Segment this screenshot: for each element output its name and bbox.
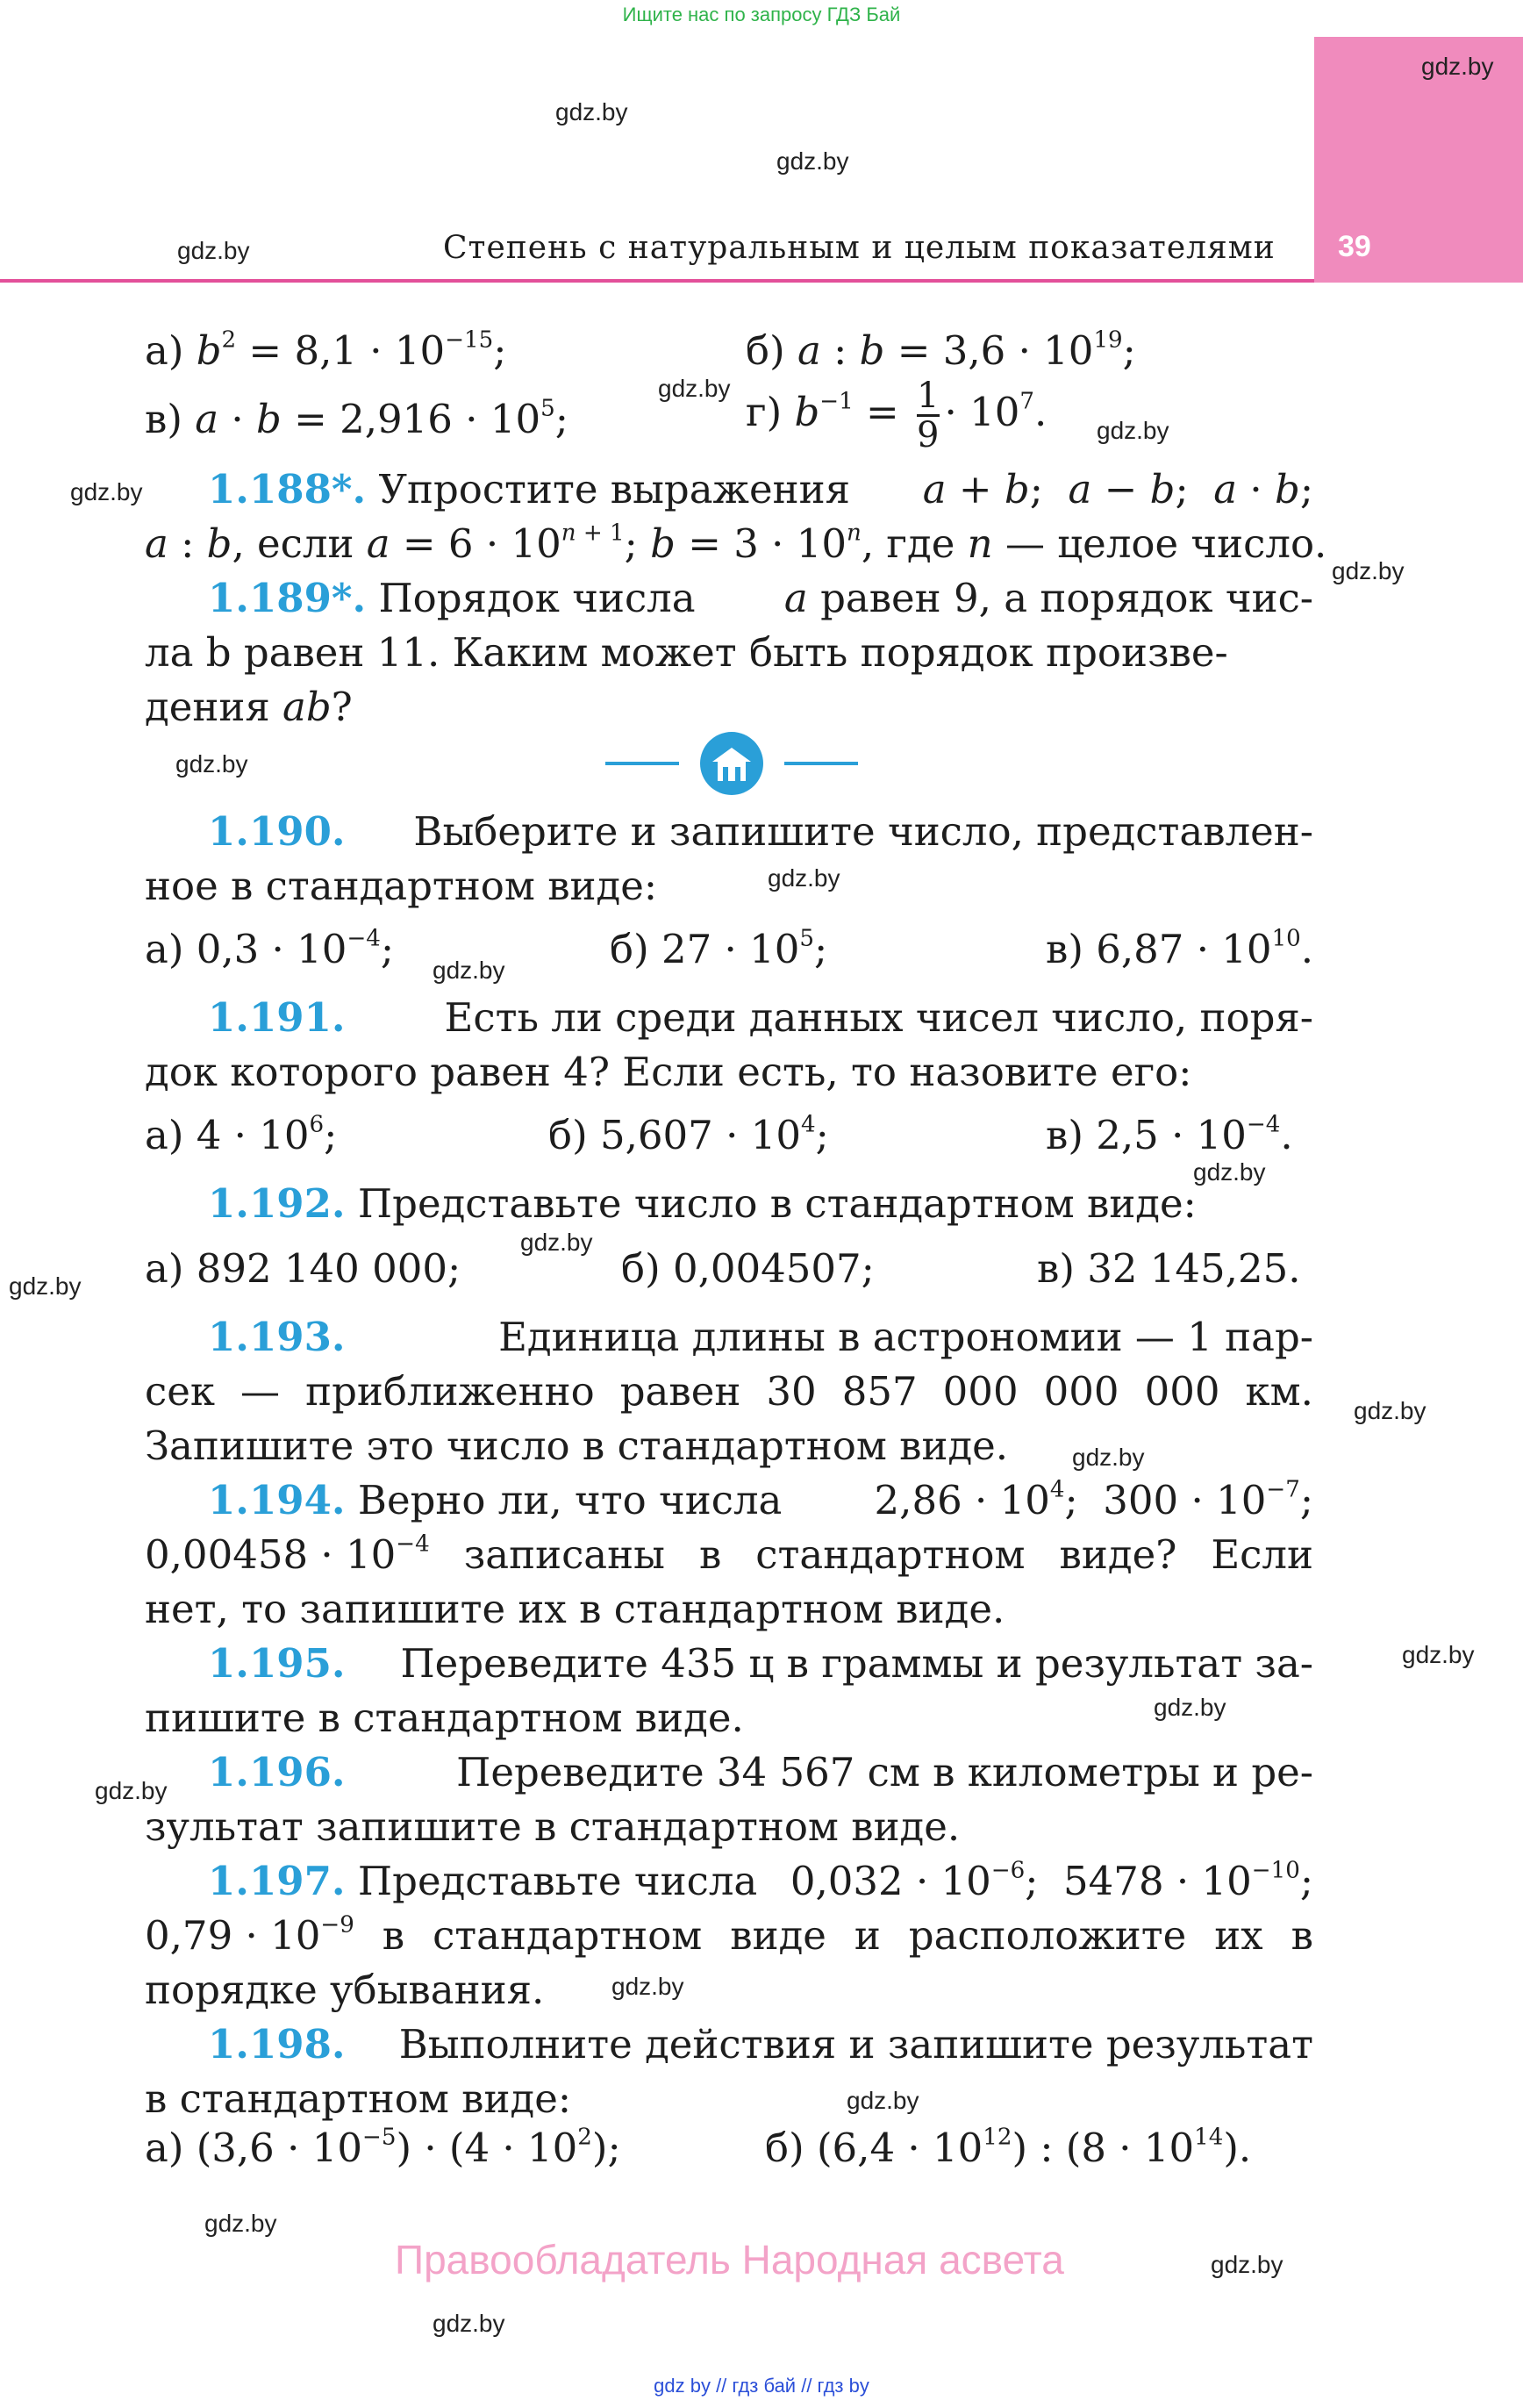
exercise-line: ла b равен 11. Каким может быть порядок произве- <box>145 629 1228 676</box>
exercise-1-196 <box>208 1746 1313 1799</box>
watermark: gdz.by <box>1402 1641 1475 1668</box>
watermark: gdz.by <box>70 478 143 505</box>
exercise-number: 1.195. <box>208 1640 346 1687</box>
watermark: gdz.by <box>204 2210 277 2237</box>
exercise-line: сек — приближенно равен 30 857 000 000 000 км. <box>145 1368 1313 1415</box>
exercise-number: 1.193. <box>208 1314 346 1360</box>
item-a: а) $0,3 \cdot 10^{-4}$; <box>145 925 395 972</box>
exercise-1-198 <box>208 2018 1313 2071</box>
exercise-line: дения ab? <box>145 684 353 730</box>
watermark: gdz.by <box>1193 1158 1266 1186</box>
watermark: gdz.by <box>95 1777 168 1804</box>
exercise-1-188: 1.188*. Упростите выражения a + b; a − b; a · b; <box>208 466 1313 512</box>
top-note: Ищите нас по запросу ГДЗ Бай <box>622 4 901 25</box>
watermark: gdz.by <box>1072 1444 1145 1471</box>
exercise-text: Упростите выражения <box>378 466 850 512</box>
divider-right <box>784 762 858 765</box>
item-a: а) $4 \cdot 10^6$; <box>145 1111 338 1158</box>
exercise-line: порядке убывания. <box>145 1967 545 2013</box>
footer-links[interactable]: gdz by // гдз бай // гдз by <box>654 2375 869 2397</box>
watermark: gdz.by <box>658 375 731 402</box>
item-v: в) 32 145,25. <box>1037 1245 1301 1292</box>
exercise-1-191 <box>208 992 1313 1044</box>
exercise-line: $0,79 \cdot 10^{-9}$ в стандартном виде и расположите их в <box>145 1911 1313 1959</box>
watermark: gdz.by <box>433 2310 505 2337</box>
home-section-divider <box>605 730 858 797</box>
watermark: gdz.by <box>1354 1397 1426 1424</box>
running-title: Степень с натуральным и целым показателями <box>443 230 1276 266</box>
exercise-text: Представьте числа <box>357 1858 758 1904</box>
watermark: gdz.by <box>847 2087 919 2114</box>
exercise-1-190 <box>208 806 1313 858</box>
watermark: gdz.by <box>768 864 840 892</box>
exercise-number: 1.196. <box>208 1749 346 1795</box>
item-b: б) $5,607 \cdot 10^4$; <box>548 1111 829 1158</box>
watermark: gdz.by <box>1332 557 1405 584</box>
exercise-number: 1.198. <box>208 2021 346 2068</box>
header-rule <box>0 279 1314 283</box>
exercise-line: ное в стандартном виде: <box>145 863 658 909</box>
item-v: в) $2,5 \cdot 10^{-4}$. <box>1046 1111 1293 1158</box>
exercise-line: $0,00458 \cdot 10^{-4}$ записаны в стандартном виде? Если <box>145 1530 1313 1578</box>
exercise-text: Представьте число в стандартном виде: <box>357 1180 1197 1227</box>
exercise-line: док которого равен 4? Если есть, то назовите его: <box>145 1049 1192 1095</box>
exercise-1-197: 1.197. Представьте числа $0,032 \cdot 10^{-6}$; $5478 \cdot 10^{-10}$; <box>208 1857 1313 1904</box>
exercise-1-189: 1.189*. Порядок числа a равен 9, а порядок чис- <box>208 575 1313 621</box>
exercise-number: 1.194. <box>208 1477 346 1523</box>
exercise-text: Переведите 435 ц в граммы и результат за- <box>400 1640 1313 1687</box>
exercise-line: зультат запишите в стандартном виде. <box>145 1803 961 1850</box>
exercise-number: 1.192. <box>208 1180 346 1227</box>
watermark: gdz.by <box>1421 53 1494 80</box>
exercise-text: Выполните действия и запишите результат <box>398 2021 1313 2068</box>
exercise-number: 1.197. <box>208 1858 346 1904</box>
page-number: 39 <box>1338 230 1371 263</box>
item-g: г) $b^{-1}$ = $\frac{1}{9}$ · $10^7$. <box>746 376 1048 455</box>
exercise-text: Единица длины в астрономии — 1 пар- <box>498 1314 1313 1360</box>
watermark: gdz.by <box>520 1229 593 1256</box>
exercise-1-188-line2: a : b, если $a = 6 \cdot 10^{n + 1}$; $b = 3 \cdot 10^n$, где n — целое число. <box>145 520 1327 567</box>
item-a: а) 892 140 000; <box>145 1245 461 1292</box>
item-b: б) a : $b = 3,6 \cdot 10^{19}$; <box>746 326 1136 374</box>
watermark: gdz.by <box>1211 2251 1283 2278</box>
exercise-number: 1.190. <box>208 808 346 855</box>
exercise-line: Запишите это число в стандартном виде. <box>145 1423 1009 1469</box>
exercise-text: Выберите и запишите число, представлен- <box>413 808 1313 855</box>
item-a: а) $b^2 = 8,1 \cdot 10^{-15}$; <box>145 326 507 374</box>
exercise-number: 1.191. <box>208 994 346 1041</box>
exercise-line: пишите в стандартном виде. <box>145 1695 744 1741</box>
watermark: gdz.by <box>776 147 849 175</box>
watermark: gdz.by <box>175 750 248 778</box>
watermark: gdz.by <box>555 98 628 125</box>
watermark: gdz.by <box>1097 417 1169 444</box>
exercise-text: Переведите 34 567 см в километры и ре- <box>456 1749 1313 1795</box>
item-b: б) $27 \cdot 10^5$; <box>610 925 828 972</box>
exercise-line: в стандартном виде: <box>145 2075 572 2122</box>
divider-left <box>605 762 679 765</box>
item-b: б) 0,004507; <box>621 1245 875 1292</box>
watermark: gdz.by <box>433 957 505 984</box>
exercise-text: Есть ли среди данных чисел число, поря- <box>444 994 1313 1041</box>
item-b: б) $(6,4 \cdot 10^{12})$ : $(8 \cdot 10^{14})$. <box>765 2124 1252 2171</box>
watermark: gdz.by <box>611 1973 684 2000</box>
watermark: gdz.by <box>1154 1694 1226 1721</box>
item-v: в) $a \cdot b = 2,916 \cdot 10^5$; <box>145 395 568 442</box>
watermark: gdz.by <box>177 237 250 264</box>
exercise-1-192 <box>208 1178 1197 1230</box>
exercise-text: Порядок числа <box>378 575 696 621</box>
exercise-1-195 <box>208 1638 1313 1690</box>
exercise-number: 1.188*. <box>208 466 367 512</box>
item-v: в) $6,87 \cdot 10^{10}$. <box>1046 925 1314 972</box>
item-a: а) $(3,6 \cdot 10^{-5}) \cdot (4 \cdot 10^2)$; <box>145 2124 621 2171</box>
exercise-number: 1.189*. <box>208 575 367 621</box>
exercise-line: нет, то запишите их в стандартном виде. <box>145 1586 1005 1632</box>
watermark: gdz.by <box>9 1272 82 1300</box>
copyright-notice: Правообладатель Народная асвета <box>395 2237 1064 2283</box>
exercise-text: Верно ли, что числа <box>357 1477 783 1523</box>
exercise-1-193 <box>208 1311 1313 1364</box>
exercise-1-194: 1.194. Верно ли, что числа $2,86 \cdot 10^4$; $300 \cdot 10^{-7}$; <box>208 1476 1313 1523</box>
home-icon <box>700 732 763 795</box>
